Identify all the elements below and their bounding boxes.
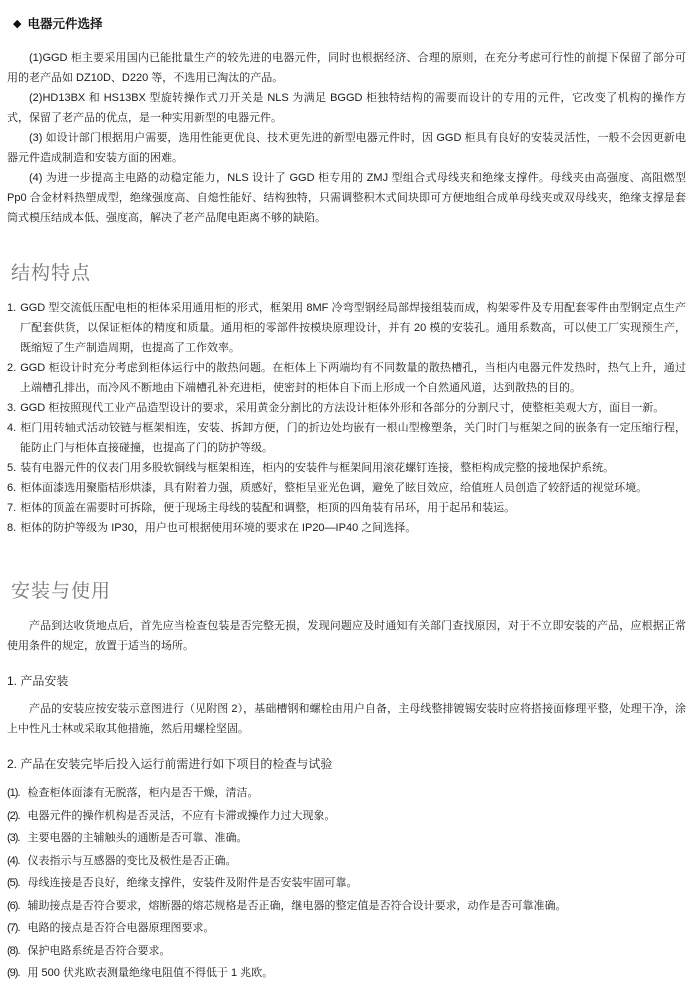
paragraph: (4) 为进一步提高主电路的动稳定能力，NLS 设计了 GGD 柜专用的 ZMJ 型组合式母线夹和绝缘支撑件。母线夹由高强度、高阻燃型 Pp0 合金材料热塑成型，绝缘强度高、自熄性能好、结构独特，只需调整积木式间块即可方便地组合成单母线夹或双母线夹，绝缘支撑是套筒式模压结成本低、强度高，解决了老产品爬电距离不够的缺陷。 xyxy=(7,172,686,224)
check-number: (5). xyxy=(7,877,20,889)
list-item xyxy=(7,498,686,518)
installation-intro: 产品到达收货地点后，首先应当检查包装是否完整无损，发现问题应及时通知有关部门查找原因，对于不立即安装的产品，应根据正常使用条件的规定，放置于适当的场所。 xyxy=(7,620,686,652)
item-text: GGD 柜按照现代工业产品造型设计的要求，采用黄金分割比的方法设计柜体外形和各部分的分割尺寸，使整柜美观大方，面目一新。 xyxy=(20,402,665,414)
item-number: 4. xyxy=(7,422,17,434)
check-number: (4). xyxy=(7,854,20,867)
item-number: 2. xyxy=(7,362,17,374)
item-text: 柜体的防护等级为 IP30，用户也可根据使用环境的要求在 IP20—IP40 之间选择。 xyxy=(20,522,417,534)
check-number: (7). xyxy=(7,922,20,934)
check-item xyxy=(7,782,686,805)
check-text: 用 500 伏兆欧表测量绝缘电阻值不得低于 1 兆欧。 xyxy=(27,967,274,979)
check-text: 母线连接是否良好，绝缘支撑件，安装件及附件是否安装牢固可靠。 xyxy=(27,877,358,889)
check-text: 电器元件的操作机构是否灵活，不应有卡滞或操作力过大现象。 xyxy=(27,809,336,822)
paragraph: (3) 如设计部门根据用户需要，选用性能更优良、技术更先进的新型电器元件时，因 GGD 柜具有良好的安装灵活性，一般不会因更新电器元件造成制造和安装方面的困难。 xyxy=(7,132,686,164)
check-text: 辅助接点是否符合要求，熔断器的熔芯规格是否正确，继电器的整定值是否符合设计要求，动作是否可靠准确。 xyxy=(27,899,567,912)
doc-title xyxy=(13,14,686,32)
check-text: 主要电器的主辅触头的通断是否可靠、准确。 xyxy=(27,832,248,844)
item-text: GGD 柜设计时充分考虑到柜体运行中的散热问题。在柜体上下两端均有不同数量的散热槽孔，当柜内电器元件发热时，热气上升，通过上端槽孔排出，而冷风不断地由下端槽孔补充进柜，使密封的柜体自下而上形成一个自然通风道，达到散热的目的。 xyxy=(20,362,686,394)
check-text: 仪表指示与互感器的变比及极性是否正确。 xyxy=(27,854,237,867)
list-item xyxy=(7,358,686,398)
check-text: 保护电路系统是否符合要求。 xyxy=(27,944,171,957)
item-number: 5. xyxy=(7,462,17,474)
check-item xyxy=(7,805,686,828)
list-item xyxy=(7,298,686,358)
inspection-check-list xyxy=(7,782,686,985)
item-number: 1. xyxy=(7,302,17,314)
check-number: (9). xyxy=(7,967,20,979)
check-item xyxy=(7,940,686,963)
installation-body: 产品的安装应按安装示意图进行（见附图 2），基础槽钢和螺栓由用户自备，主母线整排镀锡安装时应将搭接面修理平整，处理干净，涂上中性凡士林或采取其他措施，然后用螺栓坚固。 xyxy=(7,703,686,735)
check-item xyxy=(7,962,686,985)
list-item xyxy=(7,478,686,498)
check-number: (1). xyxy=(7,787,20,799)
list-item xyxy=(7,518,686,538)
check-number: (3). xyxy=(7,832,20,844)
item-number: 7. xyxy=(7,502,17,514)
item-number: 3. xyxy=(7,402,17,414)
check-text: 检查柜体面漆有无脱落，柜内是否干燥，清洁。 xyxy=(27,787,259,799)
sub-heading-inspection-tests: 2. 产品在安装完毕后投入运行前需进行如下项目的检查与试验 xyxy=(7,757,333,771)
paragraph: (1)GGD 柜主要采用国内已能批量生产的较先进的电器元件，同时也根据经济、合理的原则，在充分考虑可行性的前提下保留了部分可用的老产品如 DZ10D、D220 等，不选用已淘汰的产品。 xyxy=(7,52,686,84)
check-item xyxy=(7,895,686,918)
check-item xyxy=(7,917,686,940)
check-item xyxy=(7,827,686,850)
item-text: 装有电器元件的仪表门用多股软铜线与框架相连，柜内的安装件与框架间用滚花螺钉连接，整柜构成完整的接地保护系统。 xyxy=(20,462,615,474)
list-item xyxy=(7,398,686,418)
check-item xyxy=(7,872,686,895)
list-item xyxy=(7,458,686,478)
section-heading-installation-use: 安装与使用 xyxy=(11,581,112,602)
diamond-bullet-icon: ◆ xyxy=(13,17,22,30)
check-item xyxy=(7,850,686,873)
structure-features-list xyxy=(7,298,686,538)
item-text: 柜体面漆选用聚脂桔形烘漆，具有附着力强，质感好，整柜呈亚光色调，避免了眩目效应，给值班人员创造了较舒适的视觉环境。 xyxy=(20,482,648,494)
check-number: (6). xyxy=(7,899,20,912)
section-heading-structure-features: 结构特点 xyxy=(11,263,92,284)
check-text: 电路的接点是否符合电器原理图要求。 xyxy=(27,922,215,934)
item-number: 8. xyxy=(7,522,17,534)
item-text: 柜门用转轴式活动铰链与框架相连，安装、拆卸方便，门的折边处均嵌有一根山型橡塑条，关门时门与框架之间的嵌条有一定压缩行程，能防止门与柜体直接碰撞，也提高了门的防护等级。 xyxy=(20,422,686,454)
check-number: (8). xyxy=(7,944,20,957)
paragraph: (2)HD13BX 和 HS13BX 型旋转操作式刀开关是 NLS 为满足 BGGD 柜独特结构的需要而设计的专用的元件，它改变了机构的操作方式，保留了老产品的优点，是一种实用新型的电器元件。 xyxy=(7,92,686,124)
check-number: (2). xyxy=(7,809,20,822)
list-item xyxy=(7,418,686,458)
item-number: 6. xyxy=(7,482,17,494)
item-text: 柜体的顶盖在需要时可拆除，便于现场主母线的装配和调整，柜顶的四角装有吊环，用于起吊和装运。 xyxy=(20,502,516,514)
sub-heading-product-installation: 1. 产品安装 xyxy=(7,674,69,688)
item-text: GGD 型交流低压配电柜的柜体采用通用柜的形式，框架用 8MF 冷弯型钢经局部焊接组装而成，构架零件及专用配套零件由型钢定点生产厂配套供货，以保证柜体的精度和质量。通用柜的零部件按模块原理设计，并有 20 模的安装孔。通用系数高，可以使工厂实现预生产，既缩短了生产制造周期，也提高了工作效率。 xyxy=(20,302,686,354)
doc-title-text: 电器元件选择 xyxy=(27,17,103,31)
